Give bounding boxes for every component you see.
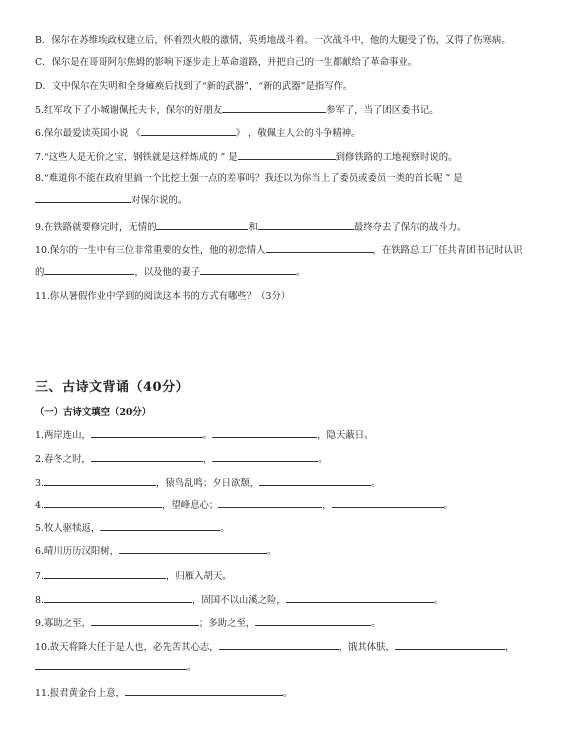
poem-10-text-b: ，饿其体肤，: [338, 642, 395, 653]
poem-2-text-a: 2.春冬之时，: [35, 454, 91, 465]
q9-blank-1[interactable]: [156, 220, 248, 230]
poem-7-text-a: 7.: [35, 571, 44, 582]
q10-text-c: 的: [35, 267, 45, 278]
subsection-1-title: （一）古诗文填空（20分）: [35, 407, 152, 418]
poem-2-blank-2[interactable]: [212, 452, 318, 462]
poem-10: [35, 640, 562, 654]
question-8: [35, 172, 562, 185]
poem-4-text-b: ，望峰息心；: [161, 500, 219, 511]
poem-7-blank[interactable]: [44, 569, 166, 579]
poem-11-blank[interactable]: [125, 686, 283, 696]
q7-blank[interactable]: [238, 150, 336, 160]
poem-3-text-a: 3.: [35, 478, 44, 489]
poem-8-blank-2[interactable]: [286, 593, 434, 603]
q10-blank-1[interactable]: [266, 243, 373, 253]
q7-text-a: 7.“这些人是无价之宝，钢铁就是这样炼成的 ” 是: [35, 152, 238, 163]
poem-4-text-a: 4.: [35, 500, 44, 511]
poem-9-blank-2[interactable]: [255, 616, 371, 626]
q10-text-e: 。: [296, 267, 306, 278]
q9-blank-2[interactable]: [258, 220, 354, 230]
question-6: [35, 126, 562, 140]
q10-text-a: 10.保尔的一生中有三位非常重要的女性，他的初恋情人: [35, 245, 266, 256]
poem-10-blank-1[interactable]: [219, 640, 339, 650]
poem-6-text-b: 。: [266, 546, 277, 557]
poem-5-text-a: 5.牧人驱犊返，: [35, 523, 101, 534]
poem-8: [35, 593, 562, 607]
option-d-text: D．文中保尔在失明和全身瘫痪后找到了“新的武器”，“新的武器”是指写作。: [35, 81, 353, 92]
question-11: [35, 290, 562, 303]
q10-blank-2[interactable]: [44, 265, 134, 275]
poem-6-text-a: 6.晴川历历汉阳树，: [35, 546, 119, 557]
poem-10-blank-2[interactable]: [395, 640, 505, 650]
poem-2-blank-1[interactable]: [91, 452, 203, 462]
question-5: [35, 103, 562, 117]
poem-8-text-a: 8.: [35, 595, 44, 606]
poem-5-text-b: 。: [220, 523, 230, 534]
poem-1-blank-2[interactable]: [212, 428, 317, 438]
poem-9-blank-1[interactable]: [91, 616, 199, 626]
poem-6-blank[interactable]: [119, 544, 267, 554]
q10-text-d: ，以及他的妻子: [134, 267, 201, 278]
poem-11-text-a: 11.报君黄金台上意，: [35, 688, 125, 699]
poem-1-blank-1[interactable]: [91, 428, 203, 438]
question-10: [35, 243, 562, 257]
poem-3-blank-1[interactable]: [44, 476, 156, 486]
poem-6: [35, 544, 562, 558]
poem-2-text-b: ，: [202, 454, 213, 465]
option-b: [35, 34, 562, 47]
q5-text-b: 参军了，当了团区委书记。: [326, 105, 439, 116]
poem-10-text-d: 。: [187, 662, 197, 673]
q10-text-b: ，在铁路总工厂任共青团书记时认识: [372, 245, 523, 256]
poem-4-text-d: 。: [443, 500, 453, 511]
poem-4: [35, 498, 562, 512]
question-8-cont: [35, 193, 562, 207]
q11-text: 11.你从暑假作业中学到的阅读这本书的方式有哪些？（3分）: [35, 291, 291, 302]
poem-1-text-c: ，隐天蔽日。: [317, 430, 374, 441]
poem-1: [35, 428, 562, 442]
poem-8-text-c: 。: [433, 595, 444, 606]
poem-3-text-c: 。: [371, 478, 381, 489]
poem-4-blank-2[interactable]: [218, 498, 322, 508]
poem-2: [35, 452, 562, 466]
poem-3: [35, 476, 562, 490]
q6-text-a: 6.保尔最爱读英国小说 《: [35, 128, 141, 139]
q6-text-b: 》 ，敬佩主人公的斗争精神。: [235, 128, 361, 139]
poem-1-text-a: 1.两岸连山，: [35, 430, 91, 441]
poem-11-text-b: 。: [282, 688, 293, 699]
question-7: [35, 150, 562, 164]
poem-8-blank-1[interactable]: [44, 593, 192, 603]
q5-text-a: 5.红军攻下了小城谢佩托夫卡，保尔的好朋友: [35, 105, 223, 116]
question-9: [35, 220, 562, 234]
poem-11: [35, 686, 562, 700]
option-c: [35, 56, 562, 69]
q10-blank-3[interactable]: [200, 265, 296, 275]
q9-text-a: 9.在铁路就要修完时，无情的: [35, 222, 157, 233]
poem-10-text-c: ，: [504, 642, 515, 653]
poem-5-blank[interactable]: [100, 521, 220, 531]
q8-text-a: 8.“难道你不能在政府里搞一个比挖土强一点的差事吗？我还以为你当上了委员或委员一类的首长呢 ” 是: [35, 173, 463, 184]
q9-text-b: 和: [248, 222, 258, 233]
poem-9-text-c: 。: [371, 618, 381, 629]
section-3-title: 三、古诗文背诵（40分）: [35, 380, 190, 395]
q6-blank[interactable]: [141, 126, 236, 136]
poem-4-blank-3[interactable]: [332, 498, 444, 508]
poem-3-blank-2[interactable]: [259, 476, 371, 486]
poem-9-text-b: ；多助之至，: [198, 618, 256, 629]
q7-text-b: 到修铁路的工地视察时说的。: [335, 152, 458, 163]
poem-5: [35, 521, 562, 535]
poem-1-text-b: 。: [202, 430, 213, 441]
q9-text-c: 最终夺去了保尔的战斗力。: [353, 222, 467, 233]
poem-7-text-b: ，归雁入胡天。: [165, 571, 232, 582]
poem-10-text-a: 10.故天将降大任于是人也，必先苦其心志，: [35, 642, 219, 653]
poem-10-cont: [35, 660, 562, 674]
option-b-text: B．保尔在苏维埃政权建立后，怀着烈火般的激情，英勇地战斗着。一次战斗中，他的大腿受了伤，又得了伤寒病。: [35, 35, 511, 46]
q8-blank[interactable]: [35, 193, 131, 203]
option-c-text: C．保尔是在哥哥阿尔焦姆的影响下逐步走上革命道路，并把自己的一生都献给了革命事业。: [35, 57, 418, 68]
poem-10-blank-3[interactable]: [35, 660, 187, 670]
q5-blank[interactable]: [222, 103, 326, 113]
poem-9: [35, 616, 562, 630]
poem-9-text-a: 9.寡助之至，: [35, 618, 91, 629]
poem-7: [35, 569, 562, 583]
poem-4-blank-1[interactable]: [44, 498, 162, 508]
poem-8-text-b: ，固国不以山溪之险，: [191, 595, 286, 606]
poem-3-text-b: ，猿鸟乱鸣；夕日欲颓，: [155, 478, 260, 489]
poem-2-text-c: 。: [318, 454, 328, 465]
question-10-cont: [35, 265, 562, 279]
poem-4-text-c: ，: [322, 500, 332, 511]
q8-text-b: 对保尔说的。: [131, 195, 188, 206]
option-d: [35, 80, 562, 93]
